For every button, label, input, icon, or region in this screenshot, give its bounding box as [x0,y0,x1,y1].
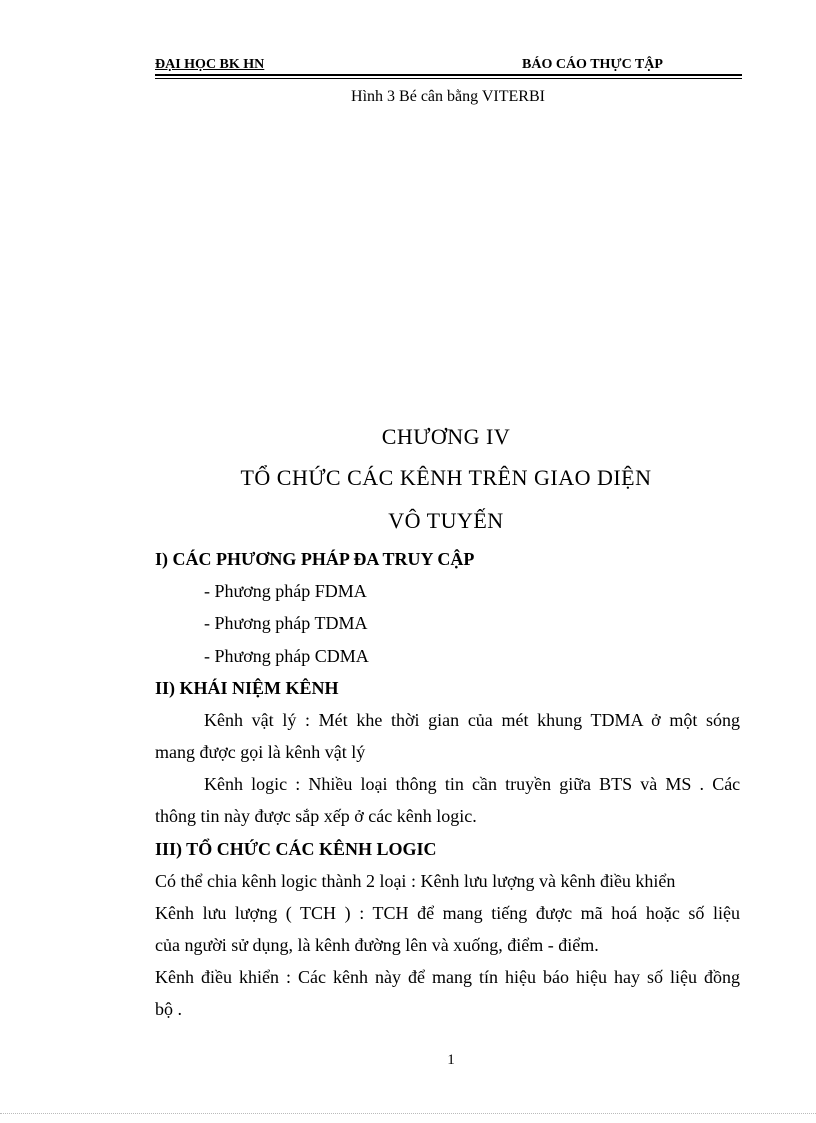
section1-heading: I) CÁC PHƯƠNG PHÁP ĐA TRUY CẬP [155,549,475,569]
section3-line3: của người sử dụng, là kênh đường lên và xuống, điểm - điểm. [155,935,599,955]
section3-heading: III) TỔ CHỨC CÁC KÊNH LOGIC [155,839,437,859]
header-rule-thick [155,74,742,76]
section3-line2: Kênh lưu lượng ( TCH ) : TCH để mang tiếng được mã hoá hoặc số liệu [155,903,740,923]
section3-line4: Kênh điều khiển : Các kênh này để mang tín hiệu báo hiệu hay số liệu đồng [155,967,740,987]
section1-item-cdma: - Phương pháp CDMA [204,646,369,666]
figure-caption: Hình 3 Bé cân bằng VITERBI [351,88,545,105]
section3-line1: Có thể chia kênh logic thành 2 loại : Kênh lưu lượng và kênh điều khiển [155,871,676,891]
header-university: ĐẠI HỌC BK HN [155,57,265,72]
page-number: 1 [447,1052,455,1068]
section2-para2-line1: Kênh logic : Nhiều loại thông tin cần truyền giữa BTS và MS . Các [204,774,741,794]
page-bottom-edge [0,1113,816,1114]
section2-para2-line2: thông tin này được sắp xếp ở các kênh logic. [155,806,477,826]
header-report-title: BÁO CÁO THỰC TẬP [522,57,663,72]
chapter-title-line1: TỔ CHỨC CÁC KÊNH TRÊN GIAO DIỆN [240,465,652,490]
section2-para1-line1: Kênh vật lý : Mét khe thời gian của mét khung TDMA ở một sóng [204,710,740,730]
chapter-title-line2: VÔ TUYẾN [388,508,504,533]
header-rule-thin [155,78,742,79]
section2-para1-line2: mang được gọi là kênh vật lý [155,742,366,762]
section1-item-fdma: - Phương pháp FDMA [204,581,367,601]
section2-heading: II) KHÁI NIỆM KÊNH [155,678,339,698]
section3-line5: bộ . [155,999,182,1019]
section1-item-tdma: - Phương pháp TDMA [204,613,368,633]
chapter-number: CHƯƠNG IV [381,424,511,449]
